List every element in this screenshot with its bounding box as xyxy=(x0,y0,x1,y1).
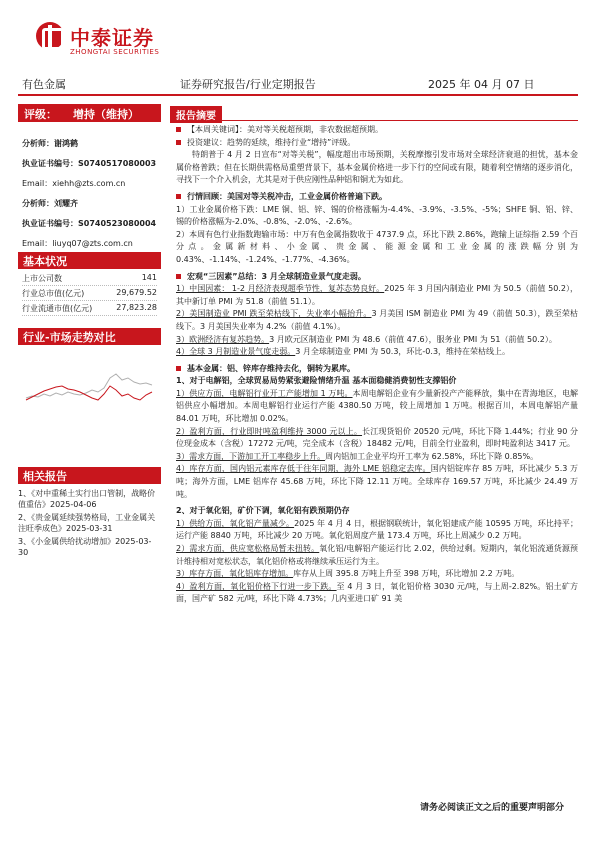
related-report-link[interactable]: 1、《对中重稀土实行出口管制，战略价值重估》2025-04-06 xyxy=(18,489,156,509)
related-report-link[interactable]: 3、《小金属供给扰动增加》2025-03-30 xyxy=(18,537,152,557)
market-review-p1: 1）工业金属价格下跌：LME 铜、铝、锌、锡的价格涨幅为-4.4%、-3.9%、-3.5%、-5%；SHFE 铜、铝、锌、锡的价格涨幅为-2.0%、-0.8%、-2.0%、-2.6%。 xyxy=(176,204,578,227)
market-review-head: 行情回顾：美国对等关税冲击，工业金属价格普遍下跌。 xyxy=(176,191,578,204)
bullet-square-icon xyxy=(176,274,181,279)
alumina-demand: 2）需求方面，供应宽松格局暂未扭转。氧化铝/电解铝产能运行比 2.02，供给过剩。短期内，氧化铝流通货源预计维持相对宽松状态，氧化铝价格或将继续承压运行为主。 xyxy=(176,544,578,566)
brand-logo xyxy=(36,22,166,62)
invest-advice-body: 特朗普于 4 月 2 日宣布“对等关税”，幅度超出市场预期，关税摩擦引发市场对全球经济衰退的担忧，基本金属价格普跌；但在长期供需格局重塑背景下，基本金属价格进一步下行的空间或有限，随着利空情绪的逐步消化，寻找下一个介入机会，尤其是对于供应刚性品种铝和铜尤为如此。 xyxy=(176,150,578,185)
header-divider xyxy=(18,94,578,96)
index-line xyxy=(26,386,152,400)
alumina-supply: 1）供给方面，氧化铝产量减少。2025 年 4 月 4 日，根据钢联统计，氧化铝建成产能 10595 万吨，环比持平；运行产能 8840 万吨，环比减少 20 万吨。氧化铝周度产量 173.4 万吨，环比上周减少 0.2 万吨。 xyxy=(176,518,578,541)
macro-eu: 3）欧洲经济有复苏趋势。3 月欧元区制造业 PMI 为 48.6（前值 47.6），服务业 PMI 为 51（前值 50.2）。 xyxy=(176,334,557,344)
bullet-square-icon xyxy=(176,194,181,199)
aluminum-inventory: 4）库存方面，国内铝元素库存低于往年同期，海外 LME 铝稳定去库。国内铝锭库存 85 万吨，环比减少 5.3 万吨；海外方面，LME 铝库存 45.68 万吨，环比下降 12.11 万吨。全球库存 169.57 万吨，环比减少 24.49 万吨。 xyxy=(176,464,579,499)
basic-status-table xyxy=(22,273,157,318)
macro-head: 宏观“三因素”总结：3 月全球制造业景气度走弱。 xyxy=(176,271,578,284)
report-date: 2025 年 04 月 07 日 xyxy=(428,78,535,91)
trend-chart xyxy=(18,350,161,430)
analyst-email[interactable]: Email：liuyq07@zts.com.cn xyxy=(22,239,133,248)
bullet-square-icon xyxy=(176,127,181,132)
aluminum-subhead: 1、对于电解铝，全球贸易局势紧张避险情绪升温 基本面稳健消费韧性支撑铝价 xyxy=(176,376,457,386)
aluminum-profit: 2）盈利方面，行业即时吨盈利维持 3000 元以上。长江现货铝价 20520 元/吨，环比下降 1.44%；行业 90 分位现金成本（含税）17272 元/吨，完全成本（含税）18482 元/吨，目前全行业盈利，即时吨盈利达 3417 元。 xyxy=(176,426,578,449)
stat-row: 上市公司数 141 xyxy=(22,273,157,286)
analyst-row: 分析师：刘耀齐 xyxy=(22,199,78,208)
rating-box xyxy=(18,104,161,122)
analyst-row: 执业证书编号：S0740523080004 xyxy=(22,219,157,228)
footer-disclaimer: 请务必阅读正文之后的重要声明部分 xyxy=(420,803,565,813)
analyst-row: 分析师：谢鸿鹤 xyxy=(22,139,78,148)
analyst-info xyxy=(22,138,162,258)
related-reports xyxy=(18,488,158,560)
alumina-subhead: 2、对于氧化铝，矿价下调，氧化铝有跌预期仍存 xyxy=(176,506,350,516)
related-title: 相关报告 xyxy=(18,467,161,484)
report-type: 证券研究报告/行业定期报告 xyxy=(180,78,316,91)
invest-advice-head: 投资建议：趋势的延续，维持行业“增持”评级。 xyxy=(176,137,578,150)
brand-name: 中泰证券 xyxy=(70,26,154,50)
analyst-row: 执业证书编号：S0740517080003 xyxy=(22,159,157,168)
abstract-title: 报告摘要 xyxy=(170,106,222,123)
basic-status-title: 基本状况 xyxy=(18,252,161,269)
report-body xyxy=(176,124,578,606)
base-metal-head: 基本金属：铝、锌库存维持去化，铜转为累库。 xyxy=(176,363,578,376)
trend-chart-svg xyxy=(18,350,161,430)
industry-name: 有色金属 xyxy=(22,78,66,91)
related-report-link[interactable]: 2、《贵金属延续强势格局，工业金属关注旺季成色》2025-03-31 xyxy=(18,513,156,533)
bullet-square-icon xyxy=(176,140,181,145)
market-line xyxy=(26,374,152,398)
macro-global: 4）全球 3 月制造业景气度走弱。3 月全球制造业 PMI 为 50.3，环比-0.3，维持在荣枯线上。 xyxy=(176,347,511,357)
rating-value: 增持（维持） xyxy=(73,108,139,121)
stat-row: 行业流通市值(亿元) 27,823.28 xyxy=(22,303,157,316)
brand-mark-icon xyxy=(36,22,64,50)
macro-us: 2）美国制造业 PMI 跌至荣枯线下，失业率小幅抬升。3 月美国 ISM 制造业 PMI 为 49（前值 50.3），跌至荣枯线下。3 月美国失业率为 4.2%（前值 4.1%）。 xyxy=(176,309,579,331)
bullet-square-icon xyxy=(176,366,181,371)
macro-china: 1）中国因素： 1-2 月经济表现超季节性，复苏态势良好。2025 年 3 月国内制造业 PMI 为 50.5（前值 50.2），其中新订单 PMI 为 51.8（前值 51.1）。 xyxy=(176,284,578,306)
aluminum-supply: 1）供应方面，电解铝行业开工产能增加 1 万吨。本周电解铝企业有少量新投产产能释放，集中在青海地区，电解铝供应小幅增加。本周电解铝行业运行产能 4380.50 万吨，较上周增加 1 万吨。根据百川，本周电解铝产量 84.01 万吨，环比增加 0.02%。 xyxy=(176,388,579,424)
analyst-email[interactable]: Email：xiehh@zts.com.cn xyxy=(22,179,126,188)
keyword-bullet: 【本周关键词】：美对等关税超预期，非农数据超预期。 xyxy=(176,124,578,137)
abstract-header xyxy=(170,104,578,121)
alumina-inventory: 3）库存方面，氧化铝库存增加。库存从上周 395.8 万吨上升至 398 万吨，环比增加 2.2 万吨。 xyxy=(176,569,520,579)
stat-row: 行业总市值(亿元) 29,679.52 xyxy=(22,288,157,301)
brand-name-en: ZHONGTAI SECURITIES xyxy=(70,48,160,56)
rating-label: 评级： xyxy=(24,108,57,121)
alumina-profit: 4）盈利方面，氧化铝价格下行进一步下跌。至 4 月 3 日，氧化铝价格 3030 元/吨，与上周-2.82%。铝土矿方面，国产矿 582 元/吨，环比下降 4.73%；几内亚进口矿 91 美 xyxy=(176,581,578,604)
trend-title: 行业-市场走势对比 xyxy=(18,328,161,345)
aluminum-demand: 3）需求方面，下游加工开工率稳步上升。周内铝加工企业平均开工率为 62.58%，环比下降 0.85%。 xyxy=(176,451,539,461)
market-review-p2: 2）本周有色行业指数跑输市场：中万有色金属指数收于 4737.9 点，环比下跌 2.86%，跑输上证综指 2.59 个百分点。金属新材料、小金属、贵金属、能源金属和工业金属的涨跌幅分别为 0.43%、-1.14%、-1.24%、-1.77%、-4.36%。 xyxy=(176,229,578,264)
